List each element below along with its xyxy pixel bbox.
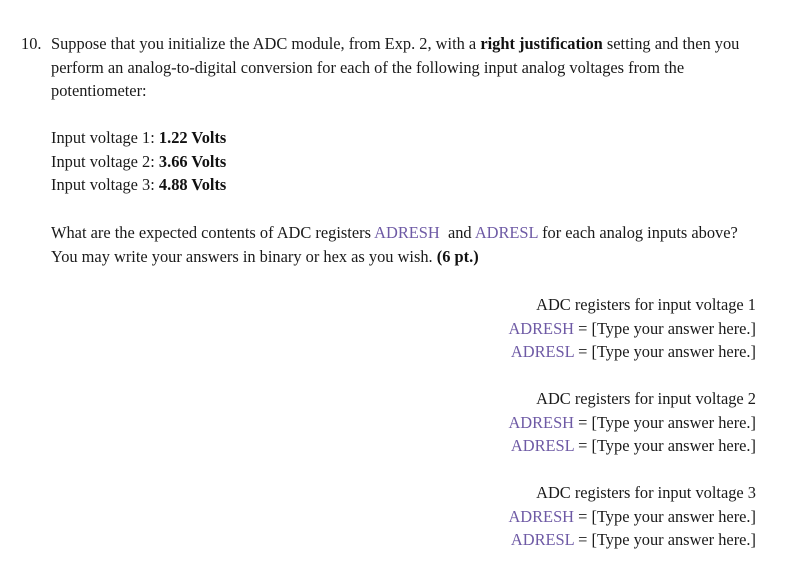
intro-text-1: Suppose that you initialize the ADC module, from Exp. 2, with a xyxy=(51,34,477,53)
adresh-label: ADRESH xyxy=(508,412,575,432)
equals-sign: = xyxy=(574,436,592,455)
input-voltage-item xyxy=(51,173,766,197)
adresl-label: ADRESL xyxy=(510,436,575,455)
adresh-answer-line xyxy=(508,505,756,529)
intro-bold-text: right justification xyxy=(480,34,603,53)
intro-text-2: setting and then you perform an analog-to-digital conversion for each of the following input analog voltages from the potentiometer: xyxy=(51,34,740,100)
adresl-label: ADRESL xyxy=(510,530,575,549)
equals-sign: = xyxy=(574,506,592,526)
question-intro xyxy=(51,32,766,103)
input-voltage-item xyxy=(51,126,766,150)
adresh-label: ADRESH xyxy=(508,506,575,526)
adresl-answer-line xyxy=(508,528,756,552)
adresh-answer-line xyxy=(508,411,756,435)
equals-sign: = xyxy=(574,530,592,549)
register-adresl-label: ADRESL xyxy=(474,223,538,242)
adresl-answer-field-2[interactable]: [Type your answer here.] xyxy=(591,436,756,455)
points-label: (6 pt.) xyxy=(436,246,479,266)
input-voltage-list xyxy=(51,126,766,197)
equals-sign: = xyxy=(574,318,592,338)
input-voltage-item xyxy=(51,150,766,174)
input-voltage-label: Input voltage 3: xyxy=(51,175,155,194)
adresh-answer-field-2[interactable]: [Type your answer here.] xyxy=(591,412,756,432)
input-voltage-value: 1.22 Volts xyxy=(158,128,227,147)
question-number: 10. xyxy=(21,34,42,53)
equals-sign: = xyxy=(574,412,592,432)
question-ask xyxy=(51,221,766,268)
answer-heading: ADC registers for input voltage 3 xyxy=(536,483,756,502)
equals-sign: = xyxy=(574,342,592,361)
register-adresh-label: ADRESH xyxy=(374,223,440,242)
adresh-label: ADRESH xyxy=(508,318,575,338)
ask-text-2: for each analog inputs above? You may write your answers in binary or hex as you wish. xyxy=(51,223,738,266)
ask-and-text: and xyxy=(447,223,472,242)
answer-heading: ADC registers for input voltage 1 xyxy=(536,295,756,314)
input-voltage-label: Input voltage 2: xyxy=(51,151,155,171)
answer-heading: ADC registers for input voltage 2 xyxy=(536,389,756,408)
input-voltage-value: 3.66 Volts xyxy=(158,151,227,171)
adresl-answer-field-3[interactable]: [Type your answer here.] xyxy=(591,530,756,549)
adresh-answer-field-3[interactable]: [Type your answer here.] xyxy=(591,506,756,526)
answer-block-2 xyxy=(508,387,756,458)
adresh-answer-field-1[interactable]: [Type your answer here.] xyxy=(591,318,756,338)
adresl-label: ADRESL xyxy=(510,342,575,361)
input-voltage-label: Input voltage 1: xyxy=(51,128,155,147)
input-voltage-value: 4.88 Volts xyxy=(158,175,227,194)
adresh-answer-line xyxy=(508,317,756,341)
adresl-answer-field-1[interactable]: [Type your answer here.] xyxy=(591,342,756,361)
adresl-answer-line xyxy=(508,434,756,458)
ask-text-1: What are the expected contents of ADC registers xyxy=(51,223,371,242)
answer-block-1 xyxy=(508,293,756,364)
adresl-answer-line xyxy=(508,340,756,364)
answer-section xyxy=(508,293,756,552)
answer-block-3 xyxy=(508,481,756,552)
